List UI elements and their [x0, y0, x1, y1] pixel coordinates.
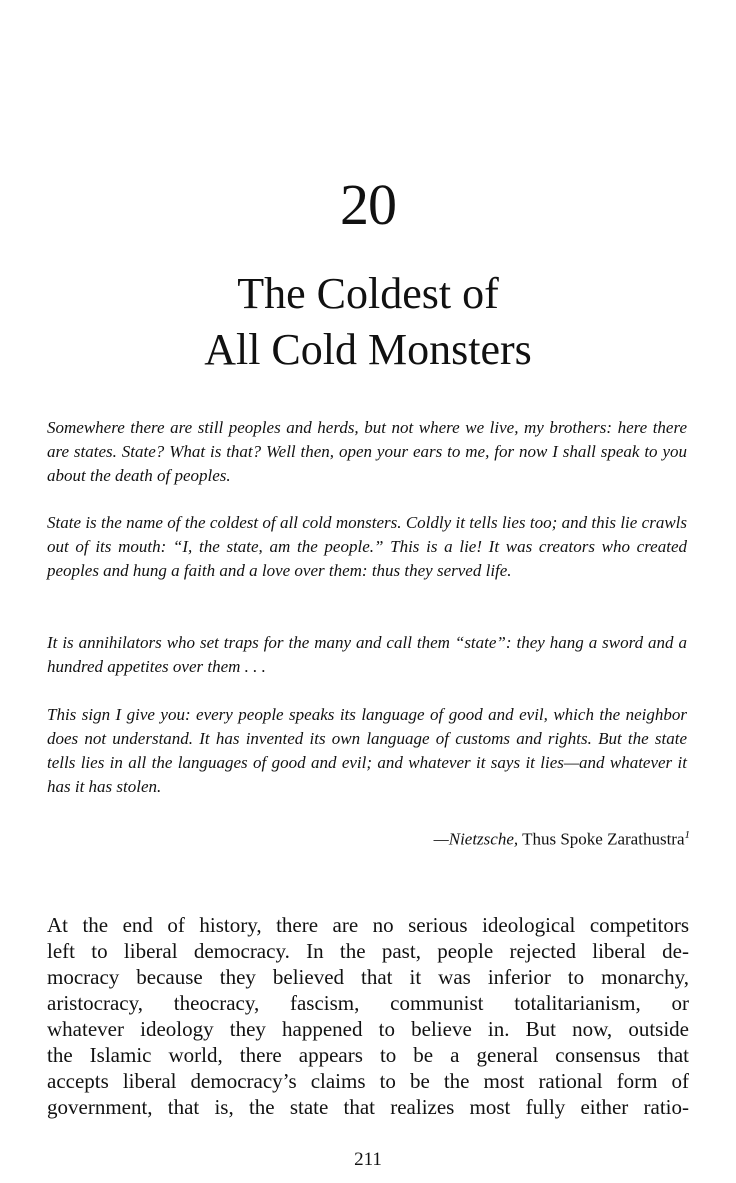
epigraph-paragraph: State is the name of the coldest of all cold monsters. Coldly it tells lies too; and this lie crawls out of its mouth: “I, the state, am the people.” This is a lie! It was creators who created peoples and hung a faith and a love over them: thus they served life. — [47, 513, 687, 580]
body-line: whatever ideology they happened to believe in. But now, outside — [47, 1017, 689, 1041]
attribution-work: Thus Spoke Zarathustra — [522, 829, 685, 849]
epigraph-paragraph: Somewhere there are still peoples and herds, but not where we live, my brothers: here there are states. State? What is that? Well then, open your ears to me, for now I shall speak to you about the death of peoples. — [47, 418, 687, 485]
body-line: government, that is, the state that realizes most fully either ratio- — [47, 1095, 689, 1119]
body-line: aristocracy, theocracy, fascism, communist totalitarianism, or — [47, 991, 689, 1015]
page-number: 211 — [354, 1149, 382, 1170]
epigraph-attribution — [434, 823, 690, 852]
chapter-title-line: All Cold Monsters — [204, 325, 532, 374]
body-line: At the end of history, there are no serious ideological competitors — [47, 913, 689, 937]
chapter-title-line: The Coldest of — [237, 269, 499, 318]
body-line: accepts liberal democracy’s claims to be the most rational form of — [47, 1069, 689, 1093]
chapter-number: 20 — [340, 172, 396, 237]
attribution-author: —Nietzsche, — [433, 829, 519, 849]
epigraph-paragraph: It is annihilators who set traps for the many and call them “state”: they hang a sword and a hundred appetites over them . . . — [47, 633, 687, 676]
chapter-title — [0, 266, 736, 378]
body-line: mocracy because they believed that it was inferior to monarchy, — [47, 965, 689, 989]
body-line: left to liberal democracy. In the past, people rejected liberal de- — [47, 939, 689, 963]
epigraph-paragraph: This sign I give you: every people speaks its language of good and evil, which the neighbor does not understand. It has invented its own language of customs and rights. But the state tells lies in all the languages of good and evil; and whatever it says it lies—and whatever it has it has stolen. — [47, 705, 687, 796]
body-line: the Islamic world, there appears to be a general consensus that — [47, 1043, 689, 1067]
body-paragraph — [47, 912, 689, 1120]
footnote-marker[interactable]: 1 — [684, 829, 690, 841]
